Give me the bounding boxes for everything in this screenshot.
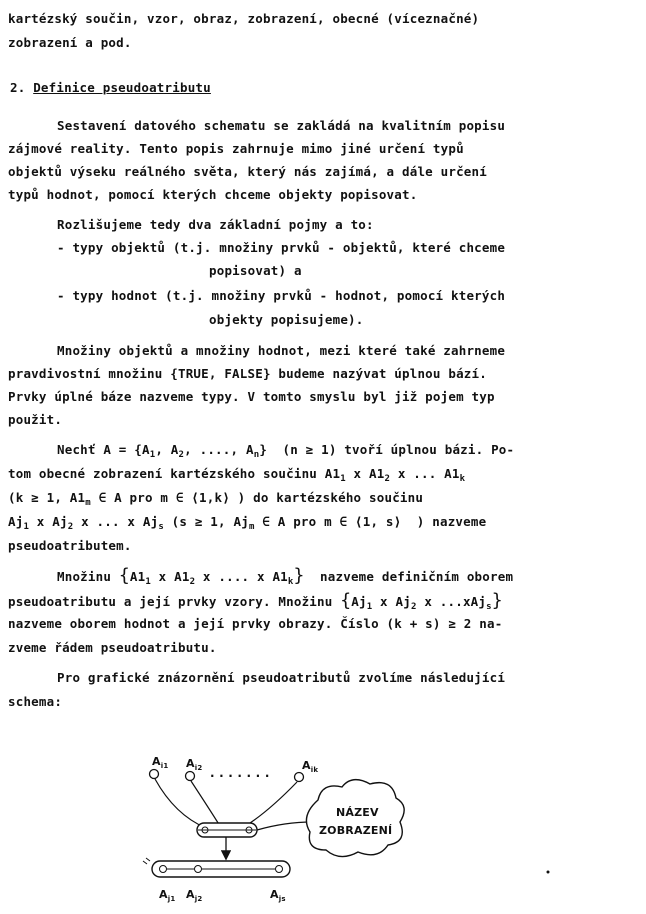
intro-line-1: kartézský součin, vzor, obraz, zobrazení, obecné (víceznačné) (8, 11, 480, 26)
para5-line-1: Množinu {$A1_1$ x $A1_2$ x .... x $A1_k$} nazveme definičním oborem (57, 565, 514, 587)
top-node-3 (295, 773, 304, 782)
para1-line-1: Sestavení datového schematu se zakládá na kvalitním popisu (57, 118, 506, 133)
cloud-text-1: NÁZEV (336, 806, 379, 819)
para2-line-3: popisovat) a (209, 263, 302, 278)
cloud-text-2: ZOBRAZENÍ (319, 824, 393, 837)
para3-line-4: použit. (8, 412, 63, 427)
para5-line-3: nazveme oborem hodnot a její prvky obrazy. Číslo (k + s) ≥ 2 na- (8, 616, 503, 631)
top-node-1 (150, 770, 159, 779)
para5-line-2: pseudoatributu a její prvky vzory. Množinu {$Aj_1$ x $Aj_2$ x ...xAj$_s$} (8, 590, 503, 612)
bottom-label-3: $A_{js}$ (270, 888, 286, 903)
section-number: 2. (10, 80, 26, 95)
para1-line-3: objektů výseku reálného světa, který nás zajímá, a dále určení (8, 164, 487, 179)
top-dots: . . . . . . . (210, 766, 270, 780)
para4-line-4: $Aj_1$ x $Aj_2$ x ... x $Aj_s$ (s ≥ 1, $Aj_m$ ∈ A pro m ∈ ⟨1, s⟩ ) nazveme (8, 514, 487, 532)
bottom-label-2: $A_{j2}$ (186, 888, 203, 903)
intro-line-2: zobrazení a pod. (8, 35, 132, 50)
double-line-marker (143, 858, 150, 864)
para4-line-1: Nechť $A = \{A_1$, $A_2$, ...., $A_n$} (n ≥ 1) tvoří úplnou bázi. Po- (57, 442, 515, 460)
top-label-2: $A_{i2}$ (186, 757, 203, 772)
para2-line-1: Rozlišujeme tedy dva základní pojmy a to: (57, 217, 374, 232)
bottom-node-3 (276, 866, 283, 873)
edge-3 (244, 782, 297, 827)
para3-line-2: pravdivostní množinu {TRUE, FALSE} budeme nazývat úplnou bází. (8, 366, 487, 381)
bottom-node-1 (160, 866, 167, 873)
top-label-3: $A_{ik}$ (302, 759, 319, 774)
top-node-2 (186, 772, 195, 781)
edge-2 (191, 781, 220, 826)
para3-line-3: Prvky úplné báze nazveme typy. V tomto smyslu byl již pojem typ (8, 389, 495, 404)
para4-line-5: pseudoatributem. (8, 538, 132, 553)
para4-line-3: (k ≥ 1, $A1_m$ ∈ A pro m ∈ ⟨1,k⟩ ) do kartézského součinu (8, 490, 424, 508)
top-label-1: $A_{i1}$ (152, 755, 169, 770)
section-title: Definice pseudoatributu (33, 80, 211, 95)
para2-line-2: - typy objektů (t.j. množiny prvků - objektů, které chceme (57, 240, 506, 255)
edge-1 (155, 779, 206, 828)
para2-line-5: objekty popisujeme). (209, 312, 364, 327)
para4-line-2: tom obecné zobrazení kartézského součinu $A1_1$ x $A1_2$ x ... $A1_k$ (8, 466, 466, 484)
bottom-label-1: $A_{j1}$ (159, 888, 176, 903)
para1-line-4: typů hodnot, pomocí kterých chceme objekty popisovat. (8, 187, 418, 202)
para3-line-1: Množiny objektů a množiny hodnot, mezi které také zahrneme (57, 343, 506, 358)
para5-line-4: zveme řádem pseudoatributu. (8, 640, 217, 655)
para6-line-2: schema: (8, 694, 63, 709)
para2-line-4: - typy hodnot (t.j. množiny prvků - hodnot, pomocí kterých (57, 288, 506, 303)
para6-line-1: Pro grafické znázornění pseudoatributů zvolíme následující (57, 670, 506, 685)
bottom-node-2 (195, 866, 202, 873)
para1-line-2: zájmové reality. Tento popis zahrnuje mimo jiné určení typů (8, 141, 464, 156)
cloud-connector (257, 822, 312, 830)
